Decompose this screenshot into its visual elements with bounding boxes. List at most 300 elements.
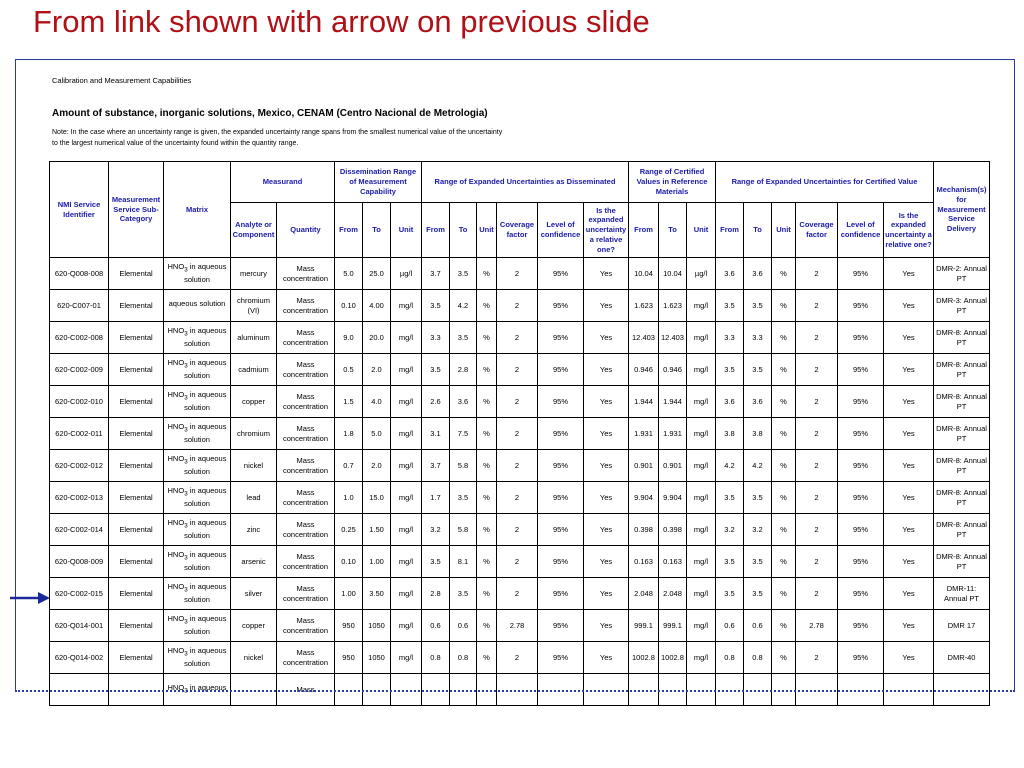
cell-cat: Elemental [109, 642, 164, 674]
cell-c-from: 0.901 [629, 450, 659, 482]
cell-cu-from: 3.6 [716, 386, 744, 418]
cell-k: 2 [497, 290, 538, 322]
cell-cconf: 95% [838, 482, 884, 514]
cell-mech: DMR-8: Annual PT [934, 386, 990, 418]
cell-matrix [164, 258, 231, 290]
cell-d-to: 25.0 [363, 258, 391, 290]
cell-cu-unit: % [772, 354, 796, 386]
cell-cu-to: 3.5 [744, 482, 772, 514]
cell-u-to: 0.6 [450, 610, 477, 642]
th-measurand: Measurand [231, 162, 335, 203]
cell-d-unit: mg/l [391, 546, 422, 578]
matrix-rest: in aqueous solution [184, 262, 227, 284]
cell-k: 2 [497, 482, 538, 514]
cell-k: 2 [497, 386, 538, 418]
cell-cat: Elemental [109, 610, 164, 642]
cell-u-from: 3.5 [422, 354, 450, 386]
cell-u-from: 2.6 [422, 386, 450, 418]
table-body [50, 258, 990, 706]
th-sub-category: Measurement Service Sub-Category [109, 162, 164, 258]
cell-cu-unit: % [772, 642, 796, 674]
cell-c-unit: mg/l [687, 514, 716, 546]
cell-k: 2 [497, 354, 538, 386]
cell-d-to: 1050 [363, 642, 391, 674]
cell-k: 2.78 [497, 610, 538, 642]
matrix-rest: in aqueous solution [184, 390, 227, 412]
cell-k: 2 [497, 546, 538, 578]
cell-u-unit: % [477, 354, 497, 386]
th-from: From [629, 203, 659, 258]
dotted-divider [15, 690, 1015, 692]
cell-c-to: 1.623 [659, 290, 687, 322]
th-exp-unc-cert: Range of Expanded Uncertainties for Certified Value [716, 162, 934, 203]
th-from: From [335, 203, 363, 258]
cell-cu-from: 3.5 [716, 578, 744, 610]
cell-ck: 2 [796, 546, 838, 578]
table-row [50, 418, 990, 450]
matrix-sub: 3 [184, 426, 188, 434]
cell-c-from: 1.944 [629, 386, 659, 418]
cell-ck: 2 [796, 450, 838, 482]
th-coverage: Coverage factor [796, 203, 838, 258]
matrix-rest: in aqueous [187, 683, 227, 693]
cell-cu-unit: % [772, 258, 796, 290]
matrix-sub: 3 [184, 394, 188, 402]
cell-c-from: 0.163 [629, 546, 659, 578]
cell-conf: 95% [538, 322, 584, 354]
cell-cu-to: 3.6 [744, 258, 772, 290]
matrix-main: HNO [167, 646, 185, 656]
cell-crel: Yes [884, 258, 934, 290]
cell-quantity: Mass concentration [277, 386, 335, 418]
cell-rel: Yes [584, 322, 629, 354]
cell-mech: DMR-8: Annual PT [934, 546, 990, 578]
cell-c-to: 9.904 [659, 482, 687, 514]
cell-cat: Elemental [109, 354, 164, 386]
cell-d-to: 1.50 [363, 514, 391, 546]
cell-c-unit: mg/l [687, 450, 716, 482]
cell-conf: 95% [538, 578, 584, 610]
cell-mech: DMR 17 [934, 610, 990, 642]
cell-c-to: 0.946 [659, 354, 687, 386]
cell-cu-to: 3.3 [744, 322, 772, 354]
cell-d-to: 1050 [363, 610, 391, 642]
cell-d-from: 950 [335, 642, 363, 674]
cell-d-unit: mg/l [391, 418, 422, 450]
cell-cconf: 95% [838, 578, 884, 610]
cell-cconf: 95% [838, 514, 884, 546]
matrix-rest: in aqueous solution [184, 358, 227, 380]
cell-quantity: Mass concentration [277, 322, 335, 354]
cell-c-from: 1.931 [629, 418, 659, 450]
cell-quantity: Mass concentration [277, 290, 335, 322]
cell-u-unit: % [477, 290, 497, 322]
cell-c-from: 1.623 [629, 290, 659, 322]
cell-ck: 2 [796, 290, 838, 322]
th-unit: Unit [687, 203, 716, 258]
cell-cconf: 95% [838, 386, 884, 418]
matrix-sub: 3 [184, 618, 188, 626]
th-confidence: Level of confidence [838, 203, 884, 258]
cell-c-from: 0.946 [629, 354, 659, 386]
th-relative: Is the expanded uncertainty a relative one? [584, 203, 629, 258]
th-unit: Unit [477, 203, 497, 258]
cell-cu-to: 3.2 [744, 514, 772, 546]
table-row [50, 642, 990, 674]
cell-cat: Elemental [109, 546, 164, 578]
cell-c-to: 2.048 [659, 578, 687, 610]
cell-crel: Yes [884, 290, 934, 322]
cell-c-unit: mg/l [687, 578, 716, 610]
cell-quantity: Mass concentration [277, 258, 335, 290]
matrix-sub: 3 [184, 458, 188, 466]
cell-crel: Yes [884, 610, 934, 642]
th-mechanism: Mechanism(s) for Measurement Service Delivery [934, 162, 990, 258]
table-header-row-1 [50, 162, 990, 203]
cell-ck: 2 [796, 354, 838, 386]
cell-id: 620-Q008-009 [50, 546, 109, 578]
cell-cu-from: 3.8 [716, 418, 744, 450]
cell-conf: 95% [538, 610, 584, 642]
cell-c-unit: µg/l [687, 258, 716, 290]
cell-u-to: 3.5 [450, 482, 477, 514]
doc-note-line2: to the largest numerical value of the uncertainty found within the quantity range. [52, 140, 299, 147]
cell-mech: DMR-8: Annual PT [934, 514, 990, 546]
th-dissemination: Dissemination Range of Measurement Capability [335, 162, 422, 203]
cell-matrix [164, 482, 231, 514]
cell-c-to: 999.1 [659, 610, 687, 642]
table-row [50, 546, 990, 578]
cell-matrix [164, 354, 231, 386]
cell-matrix [164, 386, 231, 418]
cell-analyte: mercury [231, 258, 277, 290]
cell-c-unit: mg/l [687, 290, 716, 322]
cell-rel: Yes [584, 290, 629, 322]
matrix-sub: 3 [184, 362, 188, 370]
cell-d-unit: mg/l [391, 578, 422, 610]
matrix-main: HNO [167, 614, 185, 624]
cell-k: 2 [497, 322, 538, 354]
cell-u-from: 1.7 [422, 482, 450, 514]
cell-d-unit: mg/l [391, 482, 422, 514]
cell-quantity: Mass concentration [277, 418, 335, 450]
cell-c-unit: mg/l [687, 546, 716, 578]
cell-cconf: 95% [838, 418, 884, 450]
table-row [50, 386, 990, 418]
th-from: From [716, 203, 744, 258]
th-unit: Unit [772, 203, 796, 258]
th-to: To [744, 203, 772, 258]
cell-cu-unit: % [772, 482, 796, 514]
cell-id: 620-C002-014 [50, 514, 109, 546]
cell-cconf: 95% [838, 610, 884, 642]
cell-matrix [164, 322, 231, 354]
cell-d-unit: mg/l [391, 610, 422, 642]
cell-analyte: arsenic [231, 546, 277, 578]
cell-d-unit: mg/l [391, 290, 422, 322]
cell-rel: Yes [584, 482, 629, 514]
cell-u-from: 3.7 [422, 258, 450, 290]
cell-conf: 95% [538, 354, 584, 386]
table-row [50, 290, 990, 322]
cell-cu-unit: % [772, 514, 796, 546]
cell-analyte: chromium (VI) [231, 290, 277, 322]
cell-conf: 95% [538, 514, 584, 546]
cell-matrix [164, 514, 231, 546]
th-analyte: Analyte or Component [231, 203, 277, 258]
cell-d-to: 4.00 [363, 290, 391, 322]
cell-analyte: zinc [231, 514, 277, 546]
cell-d-from: 5.0 [335, 258, 363, 290]
cell-id: 620-C002-009 [50, 354, 109, 386]
cell-cat: Elemental [109, 322, 164, 354]
cell-mech: DMR-8: Annual PT [934, 322, 990, 354]
cell-cu-unit: % [772, 386, 796, 418]
cell-c-to: 0.163 [659, 546, 687, 578]
cell-crel: Yes [884, 354, 934, 386]
cell-analyte: chromium [231, 418, 277, 450]
cell-analyte: copper [231, 386, 277, 418]
cell-id: 620-C002-008 [50, 322, 109, 354]
cmc-table [49, 161, 990, 706]
cell-u-from: 3.7 [422, 450, 450, 482]
cell-u-from: 2.8 [422, 578, 450, 610]
cell-quantity: Mass concentration [277, 354, 335, 386]
cell-u-to: 3.5 [450, 322, 477, 354]
cell-matrix [164, 450, 231, 482]
cell-ck: 2 [796, 514, 838, 546]
cell-analyte: lead [231, 482, 277, 514]
cell-u-unit: % [477, 386, 497, 418]
cell-u-unit: % [477, 450, 497, 482]
cell-id: 620-Q014-001 [50, 610, 109, 642]
cell-id: 620-C002-011 [50, 418, 109, 450]
th-to: To [659, 203, 687, 258]
doc-header-small: Calibration and Measurement Capabilities [52, 76, 192, 85]
cell-crel: Yes [884, 642, 934, 674]
cell-id: 620-C002-015 [50, 578, 109, 610]
cell-d-from: 0.10 [335, 546, 363, 578]
cell-d-from: 950 [335, 610, 363, 642]
cell-mech: DMR-8: Annual PT [934, 354, 990, 386]
matrix-sub: 3 [184, 687, 188, 695]
matrix-sub: 3 [184, 266, 188, 274]
cell-c-to: 1002.8 [659, 642, 687, 674]
cell-mech: DMR-3: Annual PT [934, 290, 990, 322]
table-row [50, 354, 990, 386]
cell-c-from: 12.403 [629, 322, 659, 354]
cell-analyte: copper [231, 610, 277, 642]
cell-u-to: 3.6 [450, 386, 477, 418]
cell-c-to: 0.398 [659, 514, 687, 546]
cell-cu-unit: % [772, 290, 796, 322]
cell-k: 2 [497, 418, 538, 450]
cell-rel: Yes [584, 258, 629, 290]
cell-d-to: 4.0 [363, 386, 391, 418]
cell-u-from: 3.5 [422, 290, 450, 322]
cell-cu-from: 3.5 [716, 354, 744, 386]
cell-id: 620-C007-01 [50, 290, 109, 322]
cell-rel: Yes [584, 642, 629, 674]
cell-cu-to: 4.2 [744, 450, 772, 482]
cell-ck: 2.78 [796, 610, 838, 642]
cell-cconf: 95% [838, 354, 884, 386]
cell-c-unit: mg/l [687, 386, 716, 418]
document-frame [15, 59, 1015, 695]
cell-cu-unit: % [772, 322, 796, 354]
cell-cu-to: 0.6 [744, 610, 772, 642]
matrix-main: HNO [167, 582, 185, 592]
table-row [50, 482, 990, 514]
cell-ck: 2 [796, 322, 838, 354]
cell-d-to: 20.0 [363, 322, 391, 354]
cell-u-unit: % [477, 322, 497, 354]
cell-u-unit: % [477, 546, 497, 578]
cell-analyte: cadmium [231, 354, 277, 386]
cell-mech: DMR-8: Annual PT [934, 450, 990, 482]
cell-cu-to: 3.5 [744, 546, 772, 578]
cell-cu-from: 0.6 [716, 610, 744, 642]
matrix-main: HNO [167, 326, 185, 336]
th-to: To [363, 203, 391, 258]
cell-c-to: 0.901 [659, 450, 687, 482]
cell-ck: 2 [796, 482, 838, 514]
cell-cat: Elemental [109, 578, 164, 610]
cell-quantity: Mass concentration [277, 546, 335, 578]
cell-c-to: 1.931 [659, 418, 687, 450]
cell-d-from: 1.8 [335, 418, 363, 450]
cell-cu-to: 3.6 [744, 386, 772, 418]
cell-cu-unit: % [772, 546, 796, 578]
th-unit: Unit [391, 203, 422, 258]
cell-crel: Yes [884, 418, 934, 450]
cell-cconf: 95% [838, 258, 884, 290]
cell-d-unit: mg/l [391, 386, 422, 418]
cell-u-from: 3.1 [422, 418, 450, 450]
cell-analyte: nickel [231, 642, 277, 674]
matrix-sub: 3 [184, 330, 188, 338]
cell-u-from: 3.3 [422, 322, 450, 354]
matrix-sub: 3 [184, 586, 188, 594]
cell-u-to: 7.5 [450, 418, 477, 450]
cell-d-from: 0.10 [335, 290, 363, 322]
cell-quantity: Mass concentration [277, 514, 335, 546]
cell-crel: Yes [884, 546, 934, 578]
cell-mech: DMR-11: Annual PT [934, 578, 990, 610]
cell-cconf: 95% [838, 450, 884, 482]
cell-cu-to: 3.5 [744, 578, 772, 610]
cell-analyte: silver [231, 578, 277, 610]
cell-u-from: 3.2 [422, 514, 450, 546]
cell-conf: 95% [538, 258, 584, 290]
cell-cu-to: 0.8 [744, 642, 772, 674]
matrix-main: HNO [167, 358, 185, 368]
cell-k: 2 [497, 514, 538, 546]
cell-cu-from: 3.3 [716, 322, 744, 354]
cell-c-unit: mg/l [687, 642, 716, 674]
cell-cat: Elemental [109, 514, 164, 546]
cell-d-from: 1.00 [335, 578, 363, 610]
cell-cat: Elemental [109, 386, 164, 418]
cell-analyte: aluminum [231, 322, 277, 354]
matrix-sub: 3 [184, 554, 188, 562]
th-quantity: Quantity [277, 203, 335, 258]
th-certified-values: Range of Certified Values in Reference Materials [629, 162, 716, 203]
cell-d-from: 9.0 [335, 322, 363, 354]
matrix-rest: in aqueous solution [184, 614, 227, 636]
matrix-rest: in aqueous solution [184, 550, 227, 572]
cell-conf: 95% [538, 290, 584, 322]
cell-u-unit: % [477, 578, 497, 610]
cell-cat: Elemental [109, 258, 164, 290]
cell-mech: DMR-8: Annual PT [934, 482, 990, 514]
cell-d-from: 0.25 [335, 514, 363, 546]
cell-cu-unit: % [772, 610, 796, 642]
doc-note-line1: Note: In the case where an uncertainty range is given, the expanded uncertainty range spans from the smallest numerical value of the uncertainty [52, 129, 503, 136]
cell-conf: 95% [538, 546, 584, 578]
matrix-main: HNO [167, 486, 185, 496]
cell-crel: Yes [884, 514, 934, 546]
cell-u-to: 8.1 [450, 546, 477, 578]
cell-u-to: 5.8 [450, 450, 477, 482]
th-matrix: Matrix [164, 162, 231, 258]
matrix-sub: 3 [184, 490, 188, 498]
cell-matrix [164, 290, 231, 322]
cell-d-unit: mg/l [391, 322, 422, 354]
cell-cu-unit: % [772, 578, 796, 610]
cell-quantity: Mass concentration [277, 450, 335, 482]
cell-id: 620-Q014-002 [50, 642, 109, 674]
cell-quantity: Mass concentration [277, 642, 335, 674]
cell-c-unit: mg/l [687, 354, 716, 386]
slide-title: From link shown with arrow on previous slide [33, 4, 650, 39]
cell-crel: Yes [884, 386, 934, 418]
cell-u-from: 0.8 [422, 642, 450, 674]
cell-rel: Yes [584, 546, 629, 578]
cell-cconf: 95% [838, 642, 884, 674]
matrix-rest: in aqueous solution [184, 326, 227, 348]
matrix-sub: 3 [184, 650, 188, 658]
cell-cu-from: 4.2 [716, 450, 744, 482]
cell-cu-to: 3.5 [744, 354, 772, 386]
cell-u-to: 0.8 [450, 642, 477, 674]
cell-d-from: 0.5 [335, 354, 363, 386]
table-row [50, 578, 990, 610]
cell-crel: Yes [884, 450, 934, 482]
matrix-main: HNO [167, 454, 185, 464]
cell-cat: Elemental [109, 290, 164, 322]
cell-c-unit: mg/l [687, 418, 716, 450]
cell-d-from: 1.0 [335, 482, 363, 514]
table-row [50, 322, 990, 354]
cell-quantity: Mass [277, 674, 335, 706]
matrix-main: HNO [167, 390, 185, 400]
cell-cu-to: 3.5 [744, 290, 772, 322]
th-exp-unc-dissem: Range of Expanded Uncertainties as Disseminated [422, 162, 629, 203]
cell-c-unit: mg/l [687, 322, 716, 354]
cell-k: 2 [497, 642, 538, 674]
matrix-rest: in aqueous solution [184, 582, 227, 604]
cell-cu-unit: % [772, 450, 796, 482]
cell-u-to: 3.5 [450, 578, 477, 610]
cell-cu-from: 3.5 [716, 290, 744, 322]
cell-crel: Yes [884, 322, 934, 354]
cell-d-unit: mg/l [391, 642, 422, 674]
cell-u-from: 0.6 [422, 610, 450, 642]
cell-c-to: 10.04 [659, 258, 687, 290]
matrix-main: HNO [167, 550, 185, 560]
cell-d-unit: mg/l [391, 450, 422, 482]
